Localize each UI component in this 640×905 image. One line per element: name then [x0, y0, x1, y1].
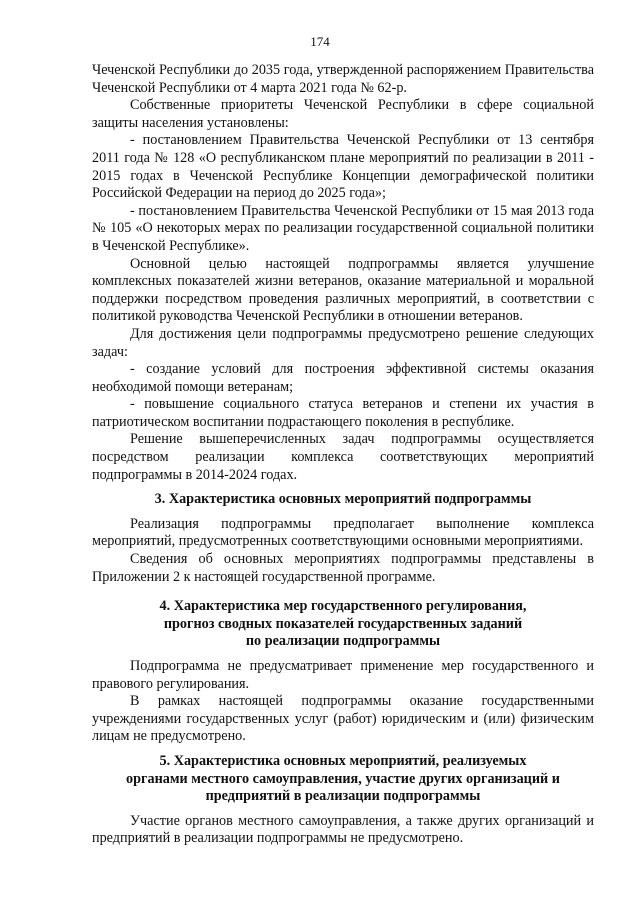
section-4-heading	[92, 598, 594, 651]
section-3-heading: 3. Характеристика основных мероприятий подпрограммы	[154, 491, 532, 508]
paragraph: Реализация подпрограммы предполагает выполнение комплекса мероприятий, предусмотренных соответствующими основными мероприятиями.	[92, 515, 594, 550]
heading-line: предприятий в реализации подпрограммы	[205, 788, 481, 805]
heading-line: по реализации подпрограммы	[245, 633, 441, 650]
heading-line: прогноз сводных показателей государственных заданий	[163, 615, 523, 632]
list-item: - постановлением Правительства Чеченской Республики от 13 сентября 2011 года № 128 «О республиканском плане мероприятий по реализации в 2011 - 2015 годах в Чеченской Республике Концепции демографической политики Российской Федерации на период до 2025 года»;	[92, 132, 594, 202]
heading-line: органами местного самоуправления, участие других организаций и	[126, 770, 560, 787]
paragraph: Решение вышеперечисленных задач подпрограммы осуществляется посредством реализации комплекса соответствующих мероприятий подпрограммы в 2014-2024 годах.	[92, 431, 594, 483]
list-item: - повышение социального статуса ветеранов и степени их участия в патриотическом воспитании подрастающего поколения в республике.	[92, 396, 594, 430]
paragraph: В рамках настоящей подпрограммы оказание государственными учреждениями государственных услуг (работ) юридическим и (или) физическим лицам не предусмотрено.	[92, 693, 594, 745]
paragraph: Основной целью настоящей подпрограммы является улучшение комплексных показателей жизни ветеранов, оказание материальной и моральной поддержки посредством проведения различных мероприятий, в соответствии с политикой руководства Чеченской Республики в отношении ветеранов.	[92, 255, 594, 325]
heading-line: 5. Характеристика основных мероприятий, реализуемых	[159, 752, 527, 769]
paragraph: Чеченской Республики до 2035 года, утвержденной распоряжением Правительства Чеченской Республики от 4 марта 2021 года № 62-р.	[92, 62, 594, 96]
paragraph: Собственные приоритеты Чеченской Республики в сфере социальной защиты населения установлены:	[92, 97, 594, 131]
paragraph: Сведения об основных мероприятиях подпрограммы представлены в Приложении 2 к настоящей государственной программе.	[92, 551, 594, 585]
section-5-heading	[92, 753, 594, 806]
list-item: - постановлением Правительства Чеченской Республики от 15 мая 2013 года № 105 «О некоторых мерах по реализации государственной социальной политики в Чеченской Республике».	[92, 202, 594, 254]
list-item: - создание условий для построения эффективной системы оказания необходимой помощи ветеранам;	[92, 361, 594, 395]
paragraph: Для достижения цели подпрограммы предусмотрено решение следующих задач:	[92, 325, 594, 360]
page-number: 174	[310, 34, 330, 49]
page-content	[92, 62, 594, 848]
heading-line: 4. Характеристика мер государственного регулирования,	[159, 598, 527, 615]
paragraph: Участие органов местного самоуправления, а также других организаций и предприятий в реализации подпрограммы не предусмотрено.	[92, 812, 594, 847]
paragraph: Подпрограмма не предусматривает применение мер государственного и правового регулирования.	[92, 658, 594, 692]
